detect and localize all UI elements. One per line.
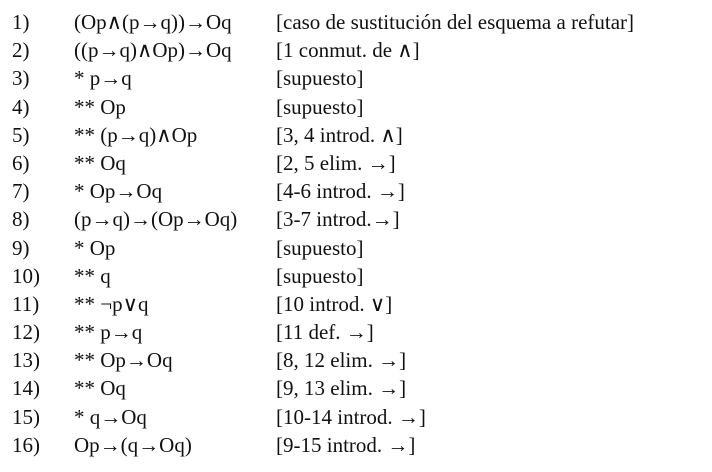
- proof-line: [0, 177, 712, 205]
- line-formula: ** p→q: [74, 320, 143, 345]
- line-number: 9): [12, 235, 30, 260]
- line-formula: ** Op: [74, 94, 126, 119]
- line-justification: [3-7 introd.→]: [276, 207, 400, 232]
- line-justification: [supuesto]: [276, 66, 364, 91]
- line-justification: [supuesto]: [276, 235, 364, 260]
- line-justification: [4-6 introd. →]: [276, 179, 405, 204]
- line-justification: [9, 13 elim. →]: [276, 376, 407, 401]
- line-formula: ** q: [74, 263, 111, 288]
- line-number: 7): [12, 179, 30, 204]
- proof-line: [0, 318, 712, 346]
- proof-line: [0, 36, 712, 64]
- line-number: 8): [12, 207, 30, 232]
- proof-line: [0, 8, 712, 36]
- line-number: 3): [12, 66, 30, 91]
- line-formula: ** (p→q)∧Op: [74, 122, 198, 147]
- line-number: 12): [12, 320, 40, 345]
- line-formula: * Op: [74, 235, 116, 260]
- line-justification: [11 def. →]: [276, 320, 374, 345]
- proof-line: [0, 121, 712, 149]
- line-formula: (Op∧(p→q))→Oq: [74, 10, 232, 34]
- line-formula: * q→Oq: [74, 404, 147, 429]
- proof-line: [0, 290, 712, 318]
- line-justification: [supuesto]: [276, 263, 364, 288]
- line-formula: ** ¬p∨q: [74, 291, 149, 316]
- line-number: 1): [12, 10, 30, 34]
- proof-line: [0, 234, 712, 262]
- line-number: 6): [12, 150, 30, 175]
- proof-line: [0, 149, 712, 177]
- proof-line: [0, 346, 712, 374]
- line-formula: * Op→Oq: [74, 179, 163, 204]
- line-justification: [1 conmut. de ∧]: [276, 38, 420, 63]
- line-justification: [9-15 introd. →]: [276, 432, 416, 457]
- line-number: 14): [12, 376, 40, 401]
- line-justification: [8, 12 elim. →]: [276, 348, 407, 373]
- line-justification: [2, 5 elim. →]: [276, 150, 396, 175]
- line-formula: (p→q)→(Op→Oq): [74, 207, 238, 232]
- line-formula: ((p→q)∧Op)→Oq: [74, 38, 232, 63]
- line-formula: ** Oq: [74, 150, 126, 175]
- proof-line: [0, 403, 712, 431]
- line-justification: [10-14 introd. →]: [276, 404, 426, 429]
- proof-derivation: [0, 8, 712, 459]
- line-formula: Op→(q→Oq): [74, 432, 192, 457]
- line-formula: ** Op→Oq: [74, 348, 173, 373]
- line-formula: * p→q: [74, 66, 132, 91]
- line-formula: ** Oq: [74, 376, 126, 401]
- line-justification: [10 introd. ∨]: [276, 291, 393, 316]
- line-number: 2): [12, 38, 30, 63]
- line-number: 13): [12, 348, 40, 373]
- proof-line: [0, 64, 712, 92]
- line-justification: [supuesto]: [276, 94, 364, 119]
- line-justification: [caso de sustitución del esquema a refutar]: [276, 10, 635, 34]
- proof-line: [0, 374, 712, 402]
- line-number: 4): [12, 94, 30, 119]
- line-number: 11): [12, 291, 40, 316]
- line-number: 5): [12, 122, 30, 147]
- proof-line: [0, 93, 712, 121]
- proof-line: [0, 205, 712, 233]
- line-number: 10): [12, 263, 40, 288]
- line-justification: [3, 4 introd. ∧]: [276, 122, 403, 147]
- line-number: 16): [12, 432, 40, 457]
- proof-line: [0, 431, 712, 459]
- proof-line: [0, 262, 712, 290]
- line-number: 15): [12, 404, 40, 429]
